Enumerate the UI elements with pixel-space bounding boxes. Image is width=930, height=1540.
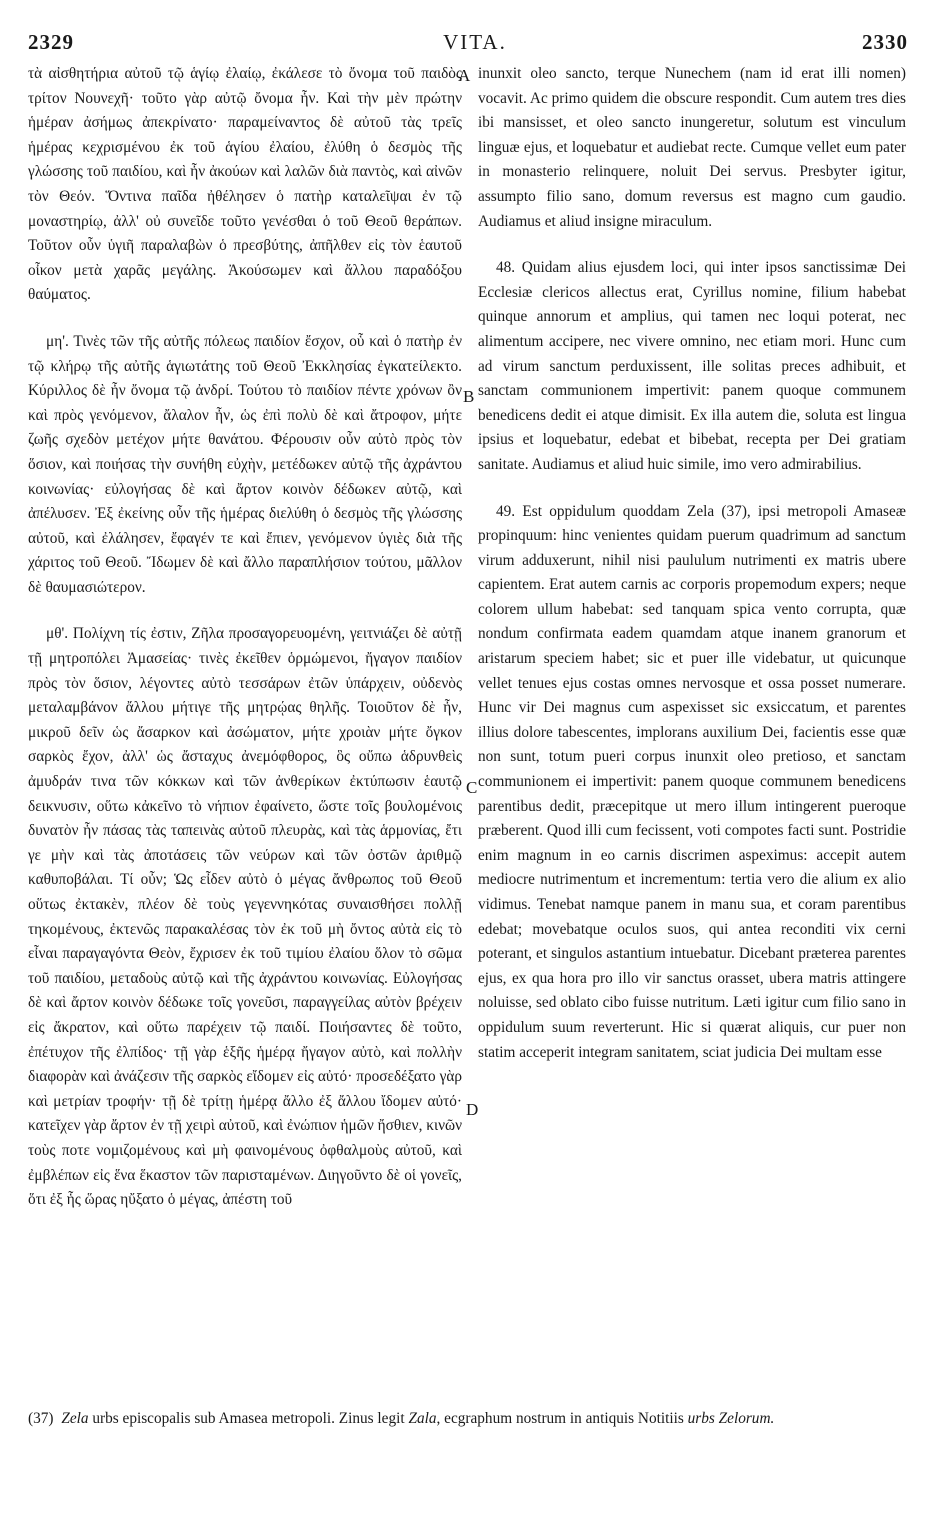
footnote-text-2: , ecgraphum nostrum in antiquis Notitiis <box>436 1410 684 1427</box>
footnote-term-zela: Zela <box>61 1410 89 1427</box>
section-marker-b: B <box>463 387 475 406</box>
footnote-term-zala: Zala <box>408 1410 437 1427</box>
latin-paragraph-1: inunxit oleo sancto, terque Nunechem (nam id erat illi nomen) vocavit. Ac primo quidem die obscure respondit. Cum autem tres dies ibi mansisset, et oleo sancto inungeretur, solutum est vinculum linguæ ejus, et loquebatur et audiebat recte. Cumque vellet eum pater in monasterio relinquere, noluit Dei servus. Presbyter igitur, assumpto filio sano, domum reversus est magno cum gaudio. Audiamus et aliud insigne miraculum. <box>478 65 906 230</box>
footnote <box>28 1408 906 1429</box>
section-marker-c: C <box>466 778 478 797</box>
greek-paragraph-48: μη'. Τινὲς τῶν τῆς αὐτῆς πόλεως παιδίον ἔσχον, οὗ καὶ ὁ πατὴρ ἐν τῷ κλήρῳ τῆς αὐτῆς ἁγιωτάτης τοῦ Θεοῦ Ἐκκλησίας ἐγκατείλεκτο. Κύριλλος δὲ ἦν ὄνομα τῷ ἀνδρί. Τούτου τὸ παιδίον πέντε χρόνων ὂν καὶ πρὸς γενόμενον, ἄλαλον ἦν, ὡς ἐπὶ πολὺ δὲ καὶ ἄτροφον, μήτε ζωῆς σχεδὸν μετέχον μήτε θανάτου. Φέρουσιν οὖν αὐτὸ πρὸς τὸν ὅσιον, καὶ ποιήσας τὴν συνήθη εὐχὴν, μετέδωκεν αὐτῷ τῆς ἀχράντου κοινωνίας· εὐλογήσας δὲ καὶ ἄρτον κοινὸν δέδωκεν αὐτῷ, καὶ ἀπέλυσεν. Ἐξ ἐκείνης οὖν τῆς ἡμέρας διελύθη ὁ δεσμὸς τῆς γλώσσης αὐτοῦ, καὶ ἐλάλησεν, ἔφαγέν τε καὶ ἔπιεν, γενόμενον ὑγιὲς διὰ τῆς χάριτος τοῦ Θεοῦ. Ἴδωμεν δὲ καὶ ἄλλο παραπλήσιον τούτου, μᾶλλον δὲ θαυμασιώτερον. <box>28 332 462 596</box>
footnote-number: (37) <box>28 1410 54 1427</box>
section-marker-d: D <box>466 1100 479 1119</box>
greek-paragraph-49: μθ'. Πολίχνη τίς ἐστιν, Ζῆλα προσαγορευομένη, γειτνιάζει δὲ αὐτῇ τῇ μητροπόλει Ἀμασείας· τινὲς ἐκεῖθεν ὁρμώμενοι, ἤγαγον παιδίον πρὸς τὸν ὅσιον, λέγοντες αὐτὸ τεσσάρων ἐτῶν ὑπάρχειν, οὐδενὸς μεταλαμβάνον ἄλλου μήτιγε τῆς μητρῴας θηλῆς. Τοιοῦτον δὲ ἦν, μικροῦ δεῖν ὡς ἄσαρκον καὶ ἀσώματον, μήτε χροιὰν μήτε ὄγκον σαρκὸς ἔχον, ἀλλ' ὡς ἄσταχυς ἀνεμόφθορος, ὃς οὔπω ἁδρυνθεὶς ἀμυδράν τινα τῶν κόκκων καὶ τῶν ἀνθερίκων ἐκτύπωσιν ἑαυτῷ δεικνυσιν, οὕτω κἀκεῖνο τὸ νήπιον ἐφαίνετο, ὥστε τοῖς βουλομένοις δυνατὸν ἦν πάσας τὰς ταπεινὰς αὐτοῦ πλευρὰς, καὶ τὰς ἁρμονίας, ἔτι γε μὴν καὶ τὰς ἀποτάσεις τῶν νεύρων καὶ τῶν ὀστῶν ἀριθμῷ καθυποβάλαι. Τί οὖν; Ὡς εἶδεν αὐτὸ ὁ μέγας ἄνθρωπος τοῦ Θεοῦ οὕτως ἐκτακὲν, πλέον δὲ τοὺς γεγεννηκότας συναισθήσει πολλῇ τηκομένους, ἐκτενῶς παρακαλέσας τὸν ἐκ τοῦ μὴ ὄντος αὐτὰ εἰς τὸ εἶναι παραγαγόντα Θεὸν, ἔχρισεν ἐκ τοῦ τιμίου ἐλαίου ὅλον τὸ σῶμα τοῦ παιδίου, μεταδοὺς αὐτῷ καὶ τῆς ἀχράντου κοινωνίας. Εὐλογήσας δὲ καὶ ἄρτον κοινὸν δέδωκε τοῖς γονεῦσι, παραγγείλας αὐτὸν βρέχειν εἰς ἄκρατον, καὶ οὕτω παρέχειν τῷ παιδί. Ποιήσαντες δὲ τοῦτο, ἐπέτυχον τῆς ἐλπίδος· τῇ γὰρ ἑξῆς ἡμέρᾳ ἤγαγον αὐτὸ, καὶ πολλὴν διαφορὰν καὶ ἀνάζεσιν τῆς σαρκὸς εἴδομεν εἰς αὐτό· προσεδέξατο γὰρ καὶ μετρίαν τροφήν· τῇ δὲ τρίτῃ ἡμέρᾳ ἄλλο ἐξ ἄλλου ἴδομεν αὐτό· κατεῖχεν γὰρ ἄρτον ἐν τῇ χειρὶ αὐτοῦ, καὶ ἐνώπιον ἡμῶν ἤσθιεν, κινῶν τοὺς ποτε νομιζομένους καὶ μὴ φαινομένους ὀφθαλμοὺς αὐτοῦ, καὶ ἐμβλέπων εἰς ἕνα ἕκαστον τῶν παρισταμένων. Διηγοῦντο δὲ οἱ γονεῖς, ὅτι ἐξ ἧς ὥρας ηὔξατο ὁ μέγας, ἀπέστη τοῦ <box>28 625 462 1209</box>
latin-paragraph-49: 49. Est oppidulum quoddam Zela (37), ipsi metropoli Amaseæ propinquum: hinc venientes quidam puerum quadrimum ad sanctum virum adduxerunt, nihil nisi paululum nutrimenti ex matris ubere capientem. Erat autem carnis ac corporis propemodum expers; neque colorem ullum habebat: sed tanquam spica vento corrupta, quæ nondum confirmata eadem quamdam atque inanem granorum et aristarum speciem habet; sic et puer ille videbatur, ut quicunque vellet tenues ejus costas omnes nervosque et ossa posset numerare. Hunc vir Dei magnus cum aspexisset sic exsiccatum, et parentes illius dolore tabescentes, implorans auxilium Dei, facientis esse quæ non sunt, totum pueri corpus inunxit oleo pretioso, et sanctam communionem ei impertivit: panem quoque communem benedicens parentibus dedit, præcepitque ut mero illum intingerent pueroque præberent. Quod illi cum fecissent, voti compotes facti sunt. Postridie enim magnum in eo carnis discrimen aspeximus: accepit autem mediocre nutrimentum et incrementum: tertia vero die alium ex alio vidimus. Tenebat namque panem in manu sua, et coram parentibus edebat; movebatque oculos suos, qui antea reconditi vix cerni poterant, et singulos astantium intuebatur. Dicebant præterea parentes ejus, ex qua hora pro illo vir sanctus orasset, ubera matris attingere noluisse, sed oblato cibo fuisse nutritum. Læti igitur cum filio sano in oppidulum suum reverterunt. Hic si quærat aliquis, cur puer non statim acceperit integram sanitatem, sciat judicia Dei multam esse <box>478 502 906 1061</box>
latin-paragraph-48: 48. Quidam alius ejusdem loci, qui inter ipsos sanctissimæ Dei Ecclesiæ clericos allectus erat, Cyrillus nomine, filium habebat quinque annorum et amplius, qui tamen nec loqui poterat, nec alimentum accipere, nec vivere omnino, nec etiam mori. Hunc cum ad virum sanctum perduxissent, ille solitas preces adhibuit, et sanctam communionem impertivit: panem quoque communem benedicens dedit ei atque dimisit. Ex illa autem die, soluta est lingua ipsius et loquebatur, edebat et bibebat, recepta per Dei gratiam sanitate. Audiamus et aliud huic simile, imo vero admirabilius. <box>478 259 906 473</box>
page-number-left: 2329 <box>28 30 74 54</box>
latin-column <box>478 62 906 1065</box>
section-marker-a: A <box>458 66 471 85</box>
greek-paragraph-1: τὰ αἰσθητήρια αὐτοῦ τῷ ἁγίῳ ἐλαίῳ, ἐκάλεσε τὸ ὄνομα τοῦ παιδὸς τρίτον Νουνεχῆ· τοῦτο γὰρ αὐτῷ ὄνομα ἦν. Καὶ τὴν μὲν πρώτην ἡμέραν ἀσήμως ἀπεκρίνατο· παραμείναντος δὲ αὐτοῦ τὰς τρεῖς ἡμέρας κεχρισμένου ἐκ τοῦ ἁγίου ἐλαίου, ἐλύθη ὁ δεσμὸς τῆς γλώσσης τοῦ παιδίου, καὶ ἦν ἀκούων καὶ λαλῶν διὰ παντὸς, καὶ αἰνῶν τὸν Θεόν. Ὅντινα παῖδα ἠθέλησεν ὁ πατὴρ καταλεῖψαι ἐν τῷ μοναστηρίῳ, ἀλλ' οὐ συνεῖδε τοῦτο γενέσθαι ὁ τοῦ Θεοῦ θεράπων. Τοῦτον οὖν ὑγιῆ παραλαβὼν ὁ πρεσβύτης, ἀπῆλθεν εἰς τὸν ἑαυτοῦ οἶκον μετὰ χαρᾶς μεγάλης. Ἀκούσωμεν καὶ ἄλλου παραδόξου θαύματος. <box>28 65 462 304</box>
footnote-text-1: urbs episcopalis sub Amasea metropoli. Zinus legit <box>92 1410 405 1427</box>
running-title: VITA. <box>443 30 507 54</box>
greek-column <box>28 62 462 1213</box>
footnote-term-urbs-zelorum: urbs Zelorum. <box>687 1410 775 1427</box>
page-number-right: 2330 <box>862 30 908 54</box>
page-header <box>0 30 930 58</box>
